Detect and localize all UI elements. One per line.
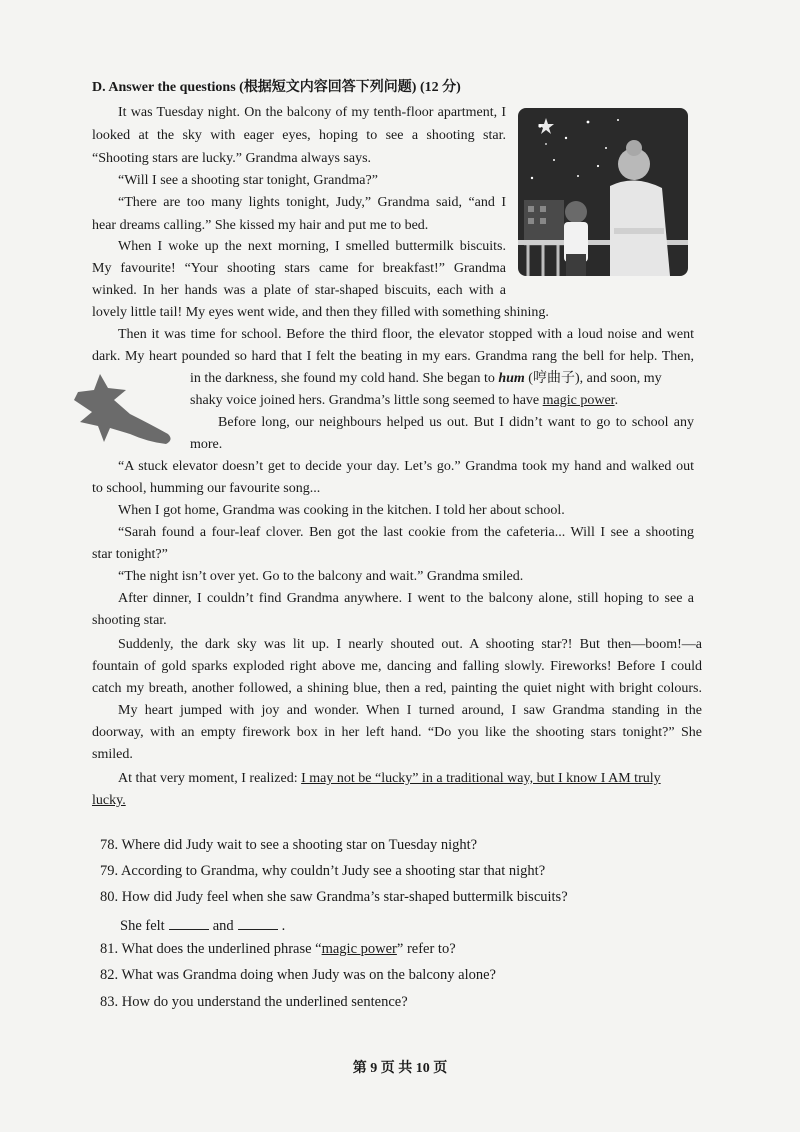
story-line: “A stuck elevator doesn’t get to decide your day. Let’s go.” Grandma took my hand and walked out	[118, 459, 694, 474]
story-line: star tonight?”	[92, 547, 168, 562]
story-line: smiled.	[92, 747, 133, 762]
story-line: Then it was time for school. Before the third floor, the elevator stopped with a loud noise and went	[118, 327, 694, 342]
answer-blank-1[interactable]	[169, 915, 209, 930]
story-line: My heart jumped with joy and wonder. When I turned around, I saw Grandma standing in the	[118, 703, 702, 718]
story-line: Suddenly, the dark sky was lit up. I nearly shouted out. A shooting star?! But then—boom!—a	[118, 637, 702, 652]
question-79: 79. According to Grandma, why couldn’t Judy see a shooting star that night?	[100, 863, 546, 879]
story-line: When I woke up the next morning, I smelled buttermilk biscuits.	[118, 239, 506, 254]
story-line: “The night isn’t over yet. Go to the balcony and wait.” Grandma smiled.	[118, 569, 524, 584]
balcony-night-illustration	[518, 108, 688, 276]
answer-blank-2[interactable]	[238, 915, 278, 930]
story-line: Before long, our neighbours helped us out. But I didn’t want to go to school any	[218, 415, 694, 430]
story-line: doorway, with an empty firework box in her left hand. “Do you like the shooting stars tonight?” She	[92, 725, 702, 740]
story-line: in the darkness, she found my cold hand. She began to hum (哼曲子), and soon, my	[190, 371, 662, 386]
question-80-fill: She felt and .	[120, 915, 285, 935]
story-line: At that very moment, I realized: I may not be “lucky” in a traditional way, but I know I AM truly	[118, 771, 661, 786]
question-78: 78. Where did Judy wait to see a shooting star on Tuesday night?	[100, 837, 478, 853]
underlined-magic-power: magic power	[542, 393, 615, 408]
shooting-star-illustration	[70, 362, 185, 452]
story-line: winked. In her hands was a plate of star-shaped biscuits, each with a	[92, 283, 506, 298]
story-line: more.	[190, 437, 223, 452]
story-line: “Will I see a shooting star tonight, Grandma?”	[118, 173, 378, 188]
question-83: 83. How do you understand the underlined sentence?	[100, 994, 408, 1010]
story-line: to school, humming our favourite song...	[92, 481, 321, 496]
story-line: lovely little tail! My eyes went wide, and then they filled with something shining.	[92, 305, 549, 320]
story-line: After dinner, I couldn’t find Grandma anywhere. I went to the balcony alone, still hoping to see a	[118, 591, 694, 606]
question-80: 80. How did Judy feel when she saw Grandma’s star-shaped buttermilk biscuits?	[100, 889, 568, 905]
hum-word: hum	[498, 371, 525, 386]
page-footer: 第 9 页 共 10 页	[352, 1061, 448, 1076]
story-line: “Shooting stars are lucky.” Grandma always says.	[92, 151, 372, 166]
question-82: 82. What was Grandma doing when Judy was on the balcony alone?	[100, 967, 496, 983]
story-line: “There are too many lights tonight, Judy,” Grandma said, “and I	[118, 195, 506, 210]
underlined-sentence: I may not be “lucky” in a traditional way, but I know I AM truly	[301, 771, 661, 786]
story-line: dark. My heart pounded so hard that I felt the beating in my ears. Grandma rang the bell for help. Then,	[92, 349, 694, 364]
story-line: looked at the sky with eager eyes, hoping to see a shooting star.	[92, 128, 506, 143]
story-line: “Sarah found a four-leaf clover. Ben got the last cookie from the cafeteria... Will I see a shooting	[118, 525, 694, 540]
underlined-sentence-end: lucky.	[92, 793, 126, 808]
story-line: shaky voice joined hers. Grandma’s little song seemed to have magic power.	[190, 393, 619, 408]
story-line: It was Tuesday night. On the balcony of my tenth-floor apartment, I	[118, 105, 506, 120]
story-line: fountain of gold sparks exploded right above me, dancing and falling slowly. Fireworks! Before I could	[92, 659, 702, 674]
story-line: When I got home, Grandma was cooking in the kitchen. I told her about school.	[118, 503, 565, 518]
story-line: catch my breath, another followed, a shining blue, then a red, painting the quiet night with bright colours.	[92, 681, 702, 696]
underlined-magic-power-ref: magic power	[321, 941, 397, 957]
section-heading: D. Answer the questions (根据短文内容回答下列问题) (12 分)	[92, 80, 461, 95]
story-line: shooting star.	[92, 613, 167, 628]
story-line: hear dreams calling.” She kissed my hair and put me to bed.	[92, 218, 429, 233]
story-line: My favourite! “Your shooting stars came for breakfast!” Grandma	[92, 261, 506, 276]
question-81: 81. What does the underlined phrase “magic power” refer to?	[100, 941, 456, 957]
